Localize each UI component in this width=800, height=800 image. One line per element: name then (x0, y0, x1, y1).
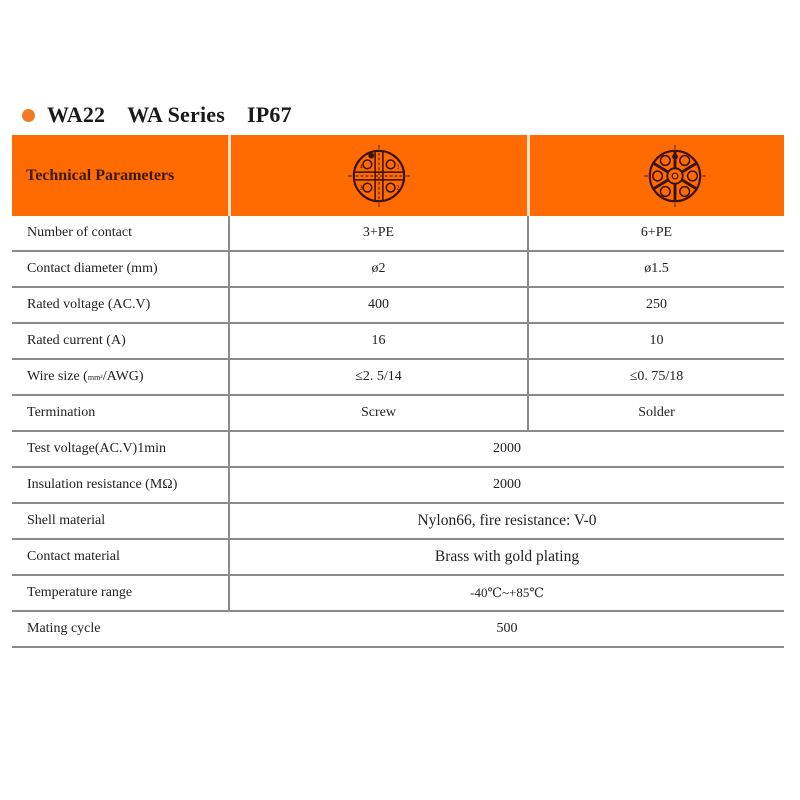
value-6pe: 10 (649, 333, 664, 348)
param-contact-material: Contact material (12, 540, 230, 574)
svg-text:3: 3 (359, 186, 363, 192)
table-row (12, 468, 784, 504)
table-row (12, 396, 784, 432)
value-3pe: 16 (230, 324, 529, 358)
connector-3pe-pin-layout-icon (348, 145, 410, 207)
param-rated-current: Rated current (A) (12, 324, 230, 358)
table-row (12, 612, 784, 648)
table-row (12, 432, 784, 468)
value-6pe: ≤0. 75/18 (629, 369, 684, 384)
value-shared: Nylon66, fire resistance: V-0 (417, 512, 597, 529)
param-contact-diameter: Contact diameter (mm) (12, 252, 230, 286)
page-title (22, 100, 314, 130)
value-3pe: 3+PE (230, 216, 529, 250)
value-shared: Brass with gold plating (434, 548, 580, 565)
table-header-row (12, 135, 784, 216)
table-row (12, 252, 784, 288)
value-6pe: ø1.5 (644, 261, 669, 276)
param-mating-cycle: Mating cycle (27, 621, 101, 636)
connector-6pe-pin-layout-icon (644, 145, 706, 207)
bullet-dot-icon (22, 109, 35, 122)
value-3pe: 400 (230, 288, 529, 322)
technical-parameters-table (12, 135, 784, 648)
table-row (12, 576, 784, 612)
param-wire-size-suffix: /AWG) (102, 369, 144, 384)
model-name: WA22 (47, 102, 106, 127)
param-test-voltage: Test voltage(AC.V)1min (12, 432, 230, 466)
value-shared: 2000 (493, 441, 521, 456)
svg-text:2: 2 (396, 186, 400, 192)
table-row (12, 504, 784, 540)
value-3pe: ≤2. 5/14 (230, 360, 529, 394)
param-number-of-contact: Number of contact (12, 216, 230, 250)
series-name: WA Series (127, 102, 225, 127)
param-rated-voltage: Rated voltage (AC.V) (12, 288, 230, 322)
param-insulation-resistance: Insulation resistance (MΩ) (12, 468, 230, 502)
header-param-cell (12, 135, 228, 216)
value-6pe: 6+PE (640, 225, 673, 240)
value-3pe: Screw (230, 396, 529, 430)
value-6pe: Solder (638, 405, 675, 420)
table-row (12, 216, 784, 252)
value-shared: -40℃~+85℃ (470, 585, 544, 600)
header-technical-parameters: Technical Parameters (26, 166, 175, 184)
param-termination: Termination (12, 396, 230, 430)
value-6pe: 250 (646, 297, 667, 312)
param-wire-size-unit: mm² (87, 372, 103, 382)
value-shared: 2000 (493, 477, 521, 492)
ip-rating: IP67 (247, 102, 292, 127)
value-3pe: ø2 (230, 252, 529, 286)
param-wire-size (12, 360, 230, 394)
table-row (12, 360, 784, 396)
param-wire-size-prefix: Wire size ( (27, 369, 88, 384)
svg-text:1: 1 (396, 164, 400, 170)
value-shared: 500 (496, 621, 518, 636)
header-col-6pe (530, 135, 784, 216)
param-temperature-range: Temperature range (12, 576, 230, 610)
table-row (12, 288, 784, 324)
table-row (12, 540, 784, 576)
param-shell-material: Shell material (12, 504, 230, 538)
table-row (12, 324, 784, 360)
svg-text:4: 4 (359, 164, 363, 170)
header-col-3pe (231, 135, 527, 216)
